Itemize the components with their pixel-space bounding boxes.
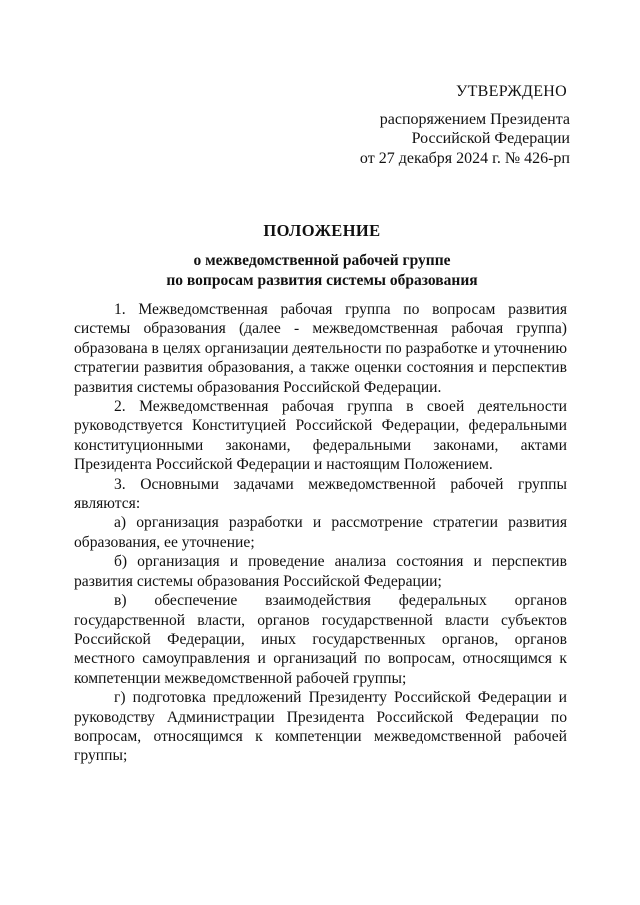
paragraph-2: 2. Межведомственная рабочая группа в своей деятельности руководствуется Конституцией Российской Федерации, федеральными конституционными законами, федеральными законами, актами Президента Российской Федерации и настоящим Положением. (74, 398, 567, 474)
document-title: ПОЛОЖЕНИЕ (263, 221, 381, 240)
approval-stamp (330, 82, 570, 168)
paragraph-3a: а) организация разработки и рассмотрение стратегии развития образования, ее уточнение; (74, 514, 567, 551)
paragraph-3c: в) обеспечение взаимодействия федеральных органов государственной власти, органов государственной власти субъектов Российской Федерации, иных государственных органов, органов местного самоуправления и организаций по вопросам, относящимся к компетенции межведомственной рабочей группы; (74, 592, 567, 687)
paragraph-1: 1. Межведомственная рабочая группа по вопросам развития системы образования (далее - межведомственная рабочая группа) образована в целях организации деятельности по разработке и уточнению стратегии развития образования, а также оценки состояния и перспектив развития системы образования Российской Федерации. (74, 301, 567, 396)
approval-line-3: от 27 декабря 2024 г. № 426-рп (359, 149, 570, 167)
approval-title: УТВЕРЖДЕНО (455, 83, 567, 100)
document-subtitle-line-2: по вопросам развития системы образования (166, 271, 478, 289)
paragraph-3: 3. Основными задачами межведомственной рабочей группы являются: (74, 475, 567, 513)
paragraph-3d: г) подготовка предложений Президенту Российской Федерации и руководству Администрации Президента Российской Федерации по вопросам, относящимся к компетенции межведомственной рабочей группы; (74, 689, 567, 765)
document-heading (74, 221, 570, 290)
document-subtitle-line-1: о межведомственной рабочей группе (193, 252, 451, 269)
approval-line-2: Российской Федерации (411, 130, 570, 147)
document-body (74, 300, 567, 766)
paragraph-3b: б) организация и проведение анализа состояния и перспектив развития системы образования Российской Федерации; (74, 553, 567, 590)
approval-line-1: распоряжением Президента (379, 110, 570, 128)
